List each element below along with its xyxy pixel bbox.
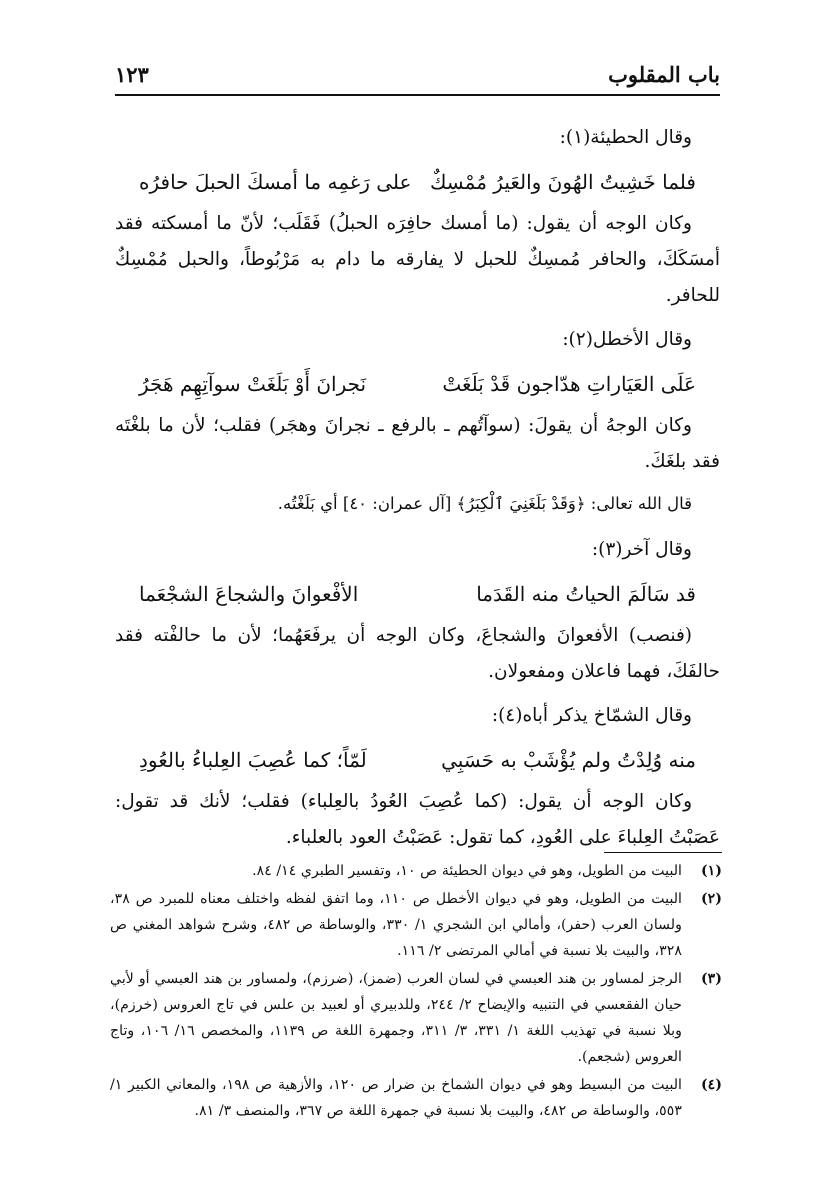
footnote-separator [604, 852, 722, 853]
verse-1 [115, 158, 720, 206]
verse-intro-1: وقال الحطيئة(١): [559, 127, 692, 148]
footnote [110, 966, 722, 1070]
verse-2-first-hemistich: عَلَى العَيَاراتِ هدّاجون قَدْ بَلَغَتْ [442, 372, 696, 396]
verse-intro-3: وقال آخر(٣): [591, 539, 692, 560]
footnote [110, 1072, 722, 1124]
footnote-text: البيت من البسيط وهو في ديوان الشماخ بن ضرار ص ١٢٠، والأزهية ص ١٩٨، والمعاني الكبير ١/ ٥٥٣، والوساطة ص ٤٨٢، والبيت بلا نسبة في جمهرة اللغة ص ٣٦٧، والمنصف ٣/ ٨١. [110, 1077, 682, 1119]
footnote-number: (١) [700, 863, 722, 879]
verse-1-first-hemistich: فلما خَشِيتُ الهُونَ والعَيرُ مُمْسِكٌ [429, 170, 696, 194]
verse-4-second-hemistich: لَمّاً؛ كما عُصِبَ العِلباءُ بالعُودِ [139, 748, 367, 772]
verse-2-second-hemistich: نَجرانَ أَوْ بَلَغَتْ سوآتِهِم هَجَرُ [139, 372, 367, 396]
footnote-number: (٣) [700, 971, 722, 987]
verse-3 [115, 570, 720, 618]
footnote-text: الرجز لمساور بن هند العبسي في لسان العرب (ضمز)، (ضرزم)، ولمساور بن هند العبسي أو لأبي حيان الفقعسي في التنبيه والإيضاح ٢/ ٢٤٤، وللدبيري أو لعبيد بن علس في تاج العروس (خرزم)، وبلا نسبة في تهذيب اللغة ١/ ٣٣١، ٣/ ٣١١، وجمهرة اللغة ص ١١٣٩، والمخصص ١٦/ ١٠٦، وتاج العروس (شجعم). [110, 971, 682, 1065]
quran-citation: قال الله تعالى: ﴿وَقَدْ بَلَغَنِيَ ٱلْكِبَرُ﴾ [آل عمران: ٤٠] أي بَلَغْتُه. [277, 494, 692, 513]
verse-4 [115, 736, 720, 784]
footnote-number: (٢) [700, 891, 722, 907]
running-header [115, 60, 720, 90]
footnote [110, 886, 722, 964]
footnote [110, 858, 722, 884]
commentary-4: وكان الوجه أن يقول: (كما عُصِبَ العُودُ بالعِلباء) فقلب؛ لأنك قد تقول: عَصَبْتُ العِلباءَ على العُودِ، كما تقول: عَصَبْتُ العود بالعلباء. [115, 791, 720, 848]
footnote-text: البيت من الطويل، وهو في ديوان الحطيئة ص ١٠، وتفسير الطبري ١٤/ ٨٤. [252, 863, 682, 879]
footnotes [110, 858, 722, 1126]
verse-intro-4: وقال الشمّاخ يذكر أباه(٤): [491, 705, 692, 726]
commentary-2: وكان الوجهُ أن يقولَ: (سوآتُهم ـ بالرفع ـ نجرانَ وهجَر) فقلب؛ لأن ما بلغْتَه فقد بلغَكَ. [115, 415, 720, 472]
verse-intro-2: وقال الأخطل(٢): [562, 329, 692, 350]
header-rule [115, 94, 720, 96]
chapter-title: باب المقلوب [608, 62, 720, 87]
verse-3-second-hemistich: الأفْعوانَ والشجاعَ الشجْعَما [139, 582, 359, 606]
commentary-3: (فنصب) الأفعوانَ والشجاعَ، وكان الوجه أن يرفَعَهُما؛ لأن ما حالفْته فقد حالفَكَ، فهما فاعلان ومفعولان. [115, 625, 720, 682]
verse-2 [115, 360, 720, 408]
main-text [115, 112, 720, 856]
verse-1-second-hemistich: على رَغمِه ما أمسكَ الحبلَ حافرُه [139, 170, 412, 194]
commentary-1: وكان الوجه أن يقول: (ما أمسك حافِرَه الحبلُ) فَقَلَب؛ لأنّ ما أمسكته فقد أمسَكَكَ، والحافر مُمسِكٌ للحبل لا يفارقه ما دام به مَرْبُوطاً، والحبل مُمْسِكٌ للحافر. [115, 213, 720, 306]
footnote-text: البيت من الطويل، وهو في ديوان الأخطل ص ١١٠، وما اتفق لفظه واختلف معناه للمبرد ص ٣٨، ولسان العرب (حفر)، وأمالي ابن الشجري ١/ ٣٣٠، والوساطة ص ٤٨٢، وشرح شواهد المغني ص ٣٢٨، والبيت بلا نسبة في أمالي المرتضى ٢/ ١١٦. [110, 891, 682, 959]
page-number: ١٢٣ [115, 62, 149, 87]
footnote-number: (٤) [700, 1077, 722, 1093]
verse-3-first-hemistich: قد سَالَمَ الحياتُ منه القَدَما [476, 582, 696, 606]
verse-4-first-hemistich: منه وُلِدْتُ ولم يُؤْشَبْ به حَسَبِي [441, 748, 696, 772]
